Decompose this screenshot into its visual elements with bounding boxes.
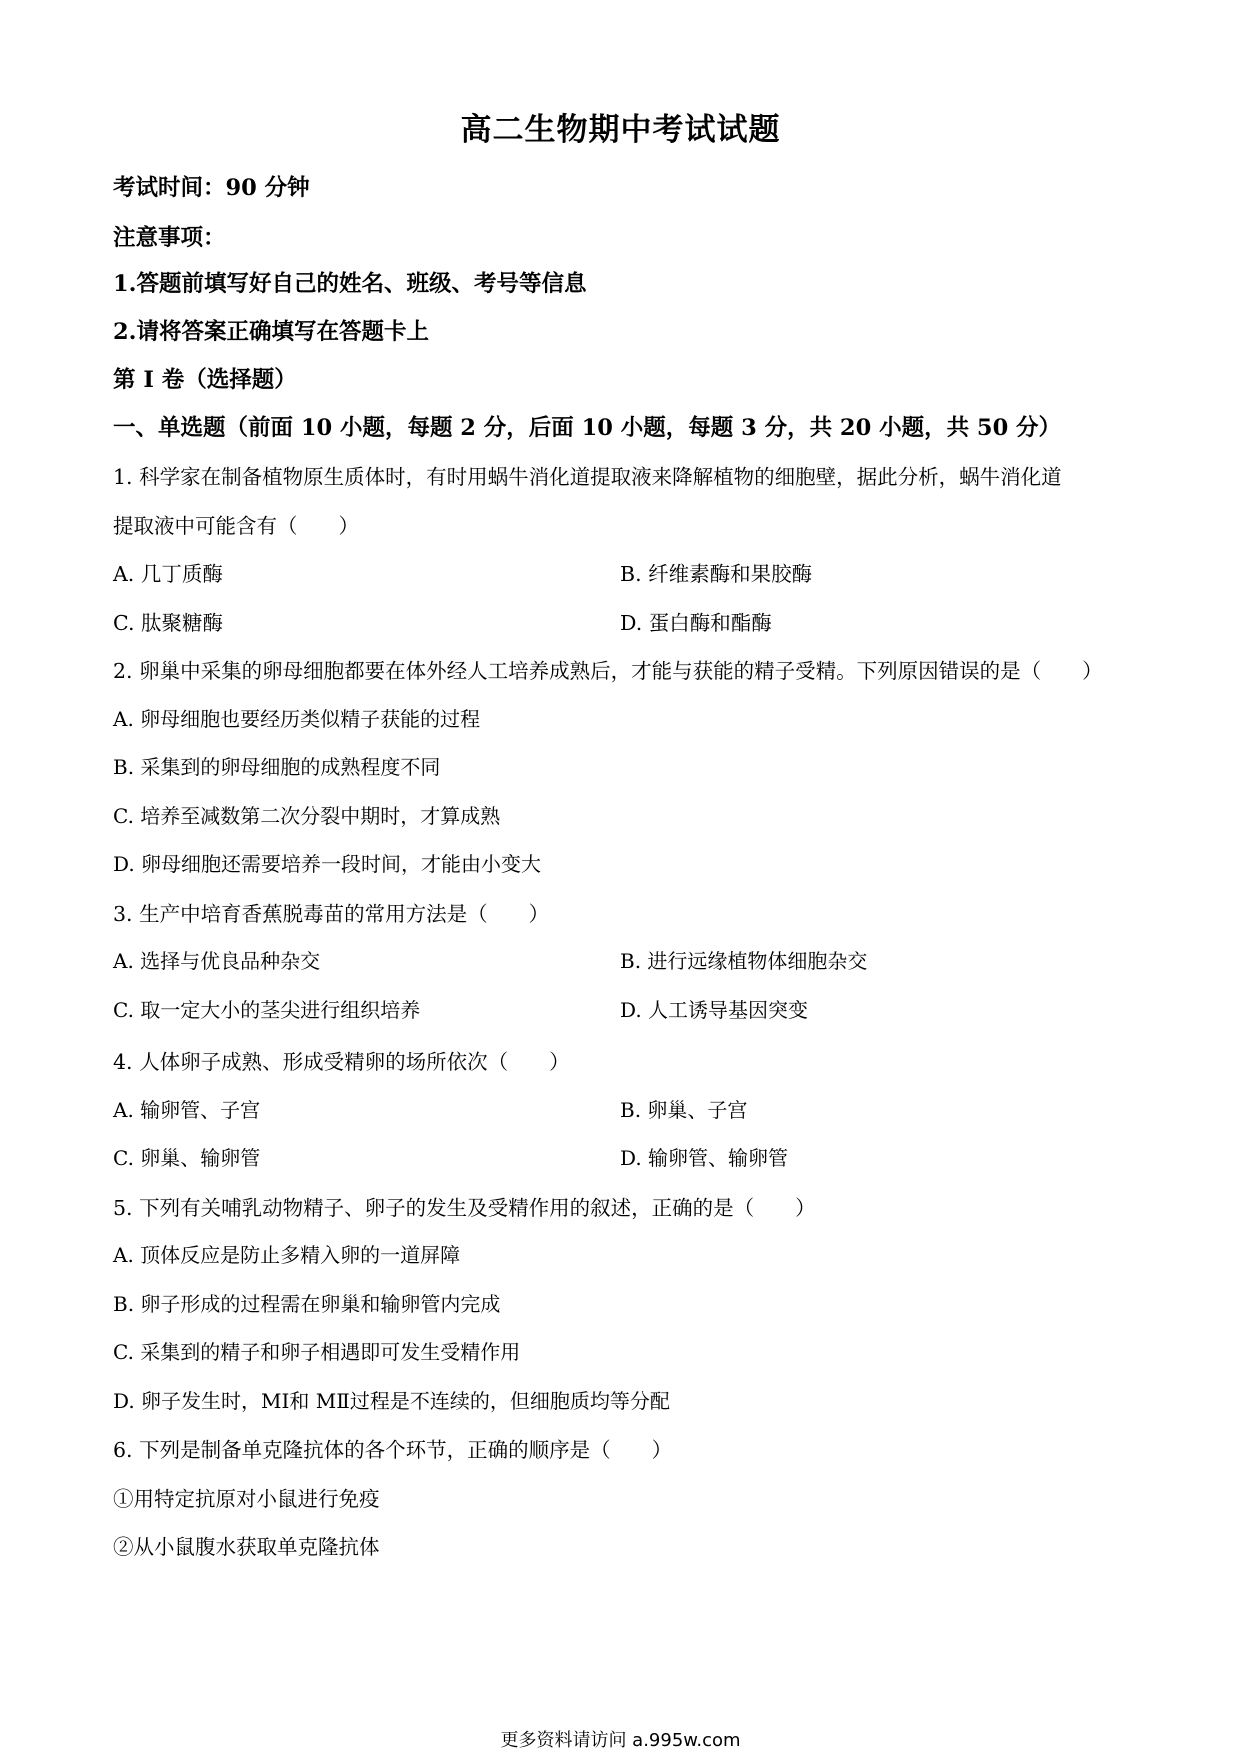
option-a: A. 输卵管、子宫 [113, 1098, 261, 1122]
question-stem: 6. 下列是制备单克隆抗体的各个环节，正确的顺序是（ ） [113, 1438, 673, 1462]
option-a: A. 卵母细胞也要经历类似精子获能的过程 [113, 707, 481, 731]
option-c: C. 卵巢、输卵管 [113, 1146, 261, 1170]
option-c: C. 肽聚糖酶 [113, 611, 223, 635]
step-item: ①用特定抗原对小鼠进行免疫 [113, 1487, 380, 1511]
footer-link[interactable]: 更多资料请访问 a.995w.com [500, 1730, 741, 1751]
option-c: C. 培养至减数第二次分裂中期时，才算成熟 [113, 804, 501, 828]
option-a: A. 顶体反应是防止多精入卵的一道屏障 [113, 1243, 461, 1267]
option-c: C. 取一定大小的茎尖进行组织培养 [113, 998, 421, 1022]
section-heading: 一、单选题（前面 10 小题，每题 2 分，后面 10 小题，每题 3 分，共 20 小题，共 50 分） [113, 415, 1062, 441]
option-a: A. 选择与优良品种杂交 [113, 949, 321, 973]
question-stem: 3. 生产中培育香蕉脱毒苗的常用方法是（ ） [113, 902, 550, 926]
option-b: B. 采集到的卵母细胞的成熟程度不同 [113, 755, 441, 779]
option-d: D. 卵子发生时，MⅠ和 MⅡ过程是不连续的，但细胞质均等分配 [113, 1389, 670, 1413]
option-d: D. 卵母细胞还需要培养一段时间，才能由小变大 [113, 852, 542, 876]
volume-heading: 第 I 卷（选择题） [113, 367, 297, 393]
notice-2: 2.请将答案正确填写在答题卡上 [113, 319, 429, 345]
exam-title: 高二生物期中考试试题 [460, 112, 781, 148]
exam-time: 考试时间：90 分钟 [113, 175, 310, 201]
option-b: B. 进行远缘植物体细胞杂交 [620, 949, 868, 973]
option-b: B. 纤维素酶和果胶酶 [620, 562, 813, 586]
question-stem: 1. 科学家在制备植物原生质体时，有时用蜗牛消化道提取液来降解植物的细胞壁，据此分析，蜗牛消化道 [113, 465, 1062, 489]
option-d: D. 蛋白酶和酯酶 [620, 611, 772, 635]
question-stem-cont: 提取液中可能含有（ ） [113, 514, 359, 538]
question-stem: 5. 下列有关哺乳动物精子、卵子的发生及受精作用的叙述，正确的是（ ） [113, 1196, 816, 1220]
option-d: D. 人工诱导基因突变 [620, 998, 809, 1022]
step-item: ②从小鼠腹水获取单克隆抗体 [113, 1535, 380, 1559]
option-a: A. 几丁质酶 [113, 562, 223, 586]
question-stem: 2. 卵巢中采集的卵母细胞都要在体外经人工培养成熟后，才能与获能的精子受精。下列原因错误的是（ ） [113, 659, 1103, 683]
notice-title: 注意事项： [113, 225, 226, 251]
option-d: D. 输卵管、输卵管 [620, 1146, 789, 1170]
question-stem: 4. 人体卵子成熟、形成受精卵的场所依次（ ） [113, 1050, 570, 1074]
option-b: B. 卵子形成的过程需在卵巢和输卵管内完成 [113, 1292, 501, 1316]
option-c: C. 采集到的精子和卵子相遇即可发生受精作用 [113, 1340, 521, 1364]
notice-1: 1.答题前填写好自己的姓名、班级、考号等信息 [113, 271, 587, 297]
option-b: B. 卵巢、子宫 [620, 1098, 748, 1122]
